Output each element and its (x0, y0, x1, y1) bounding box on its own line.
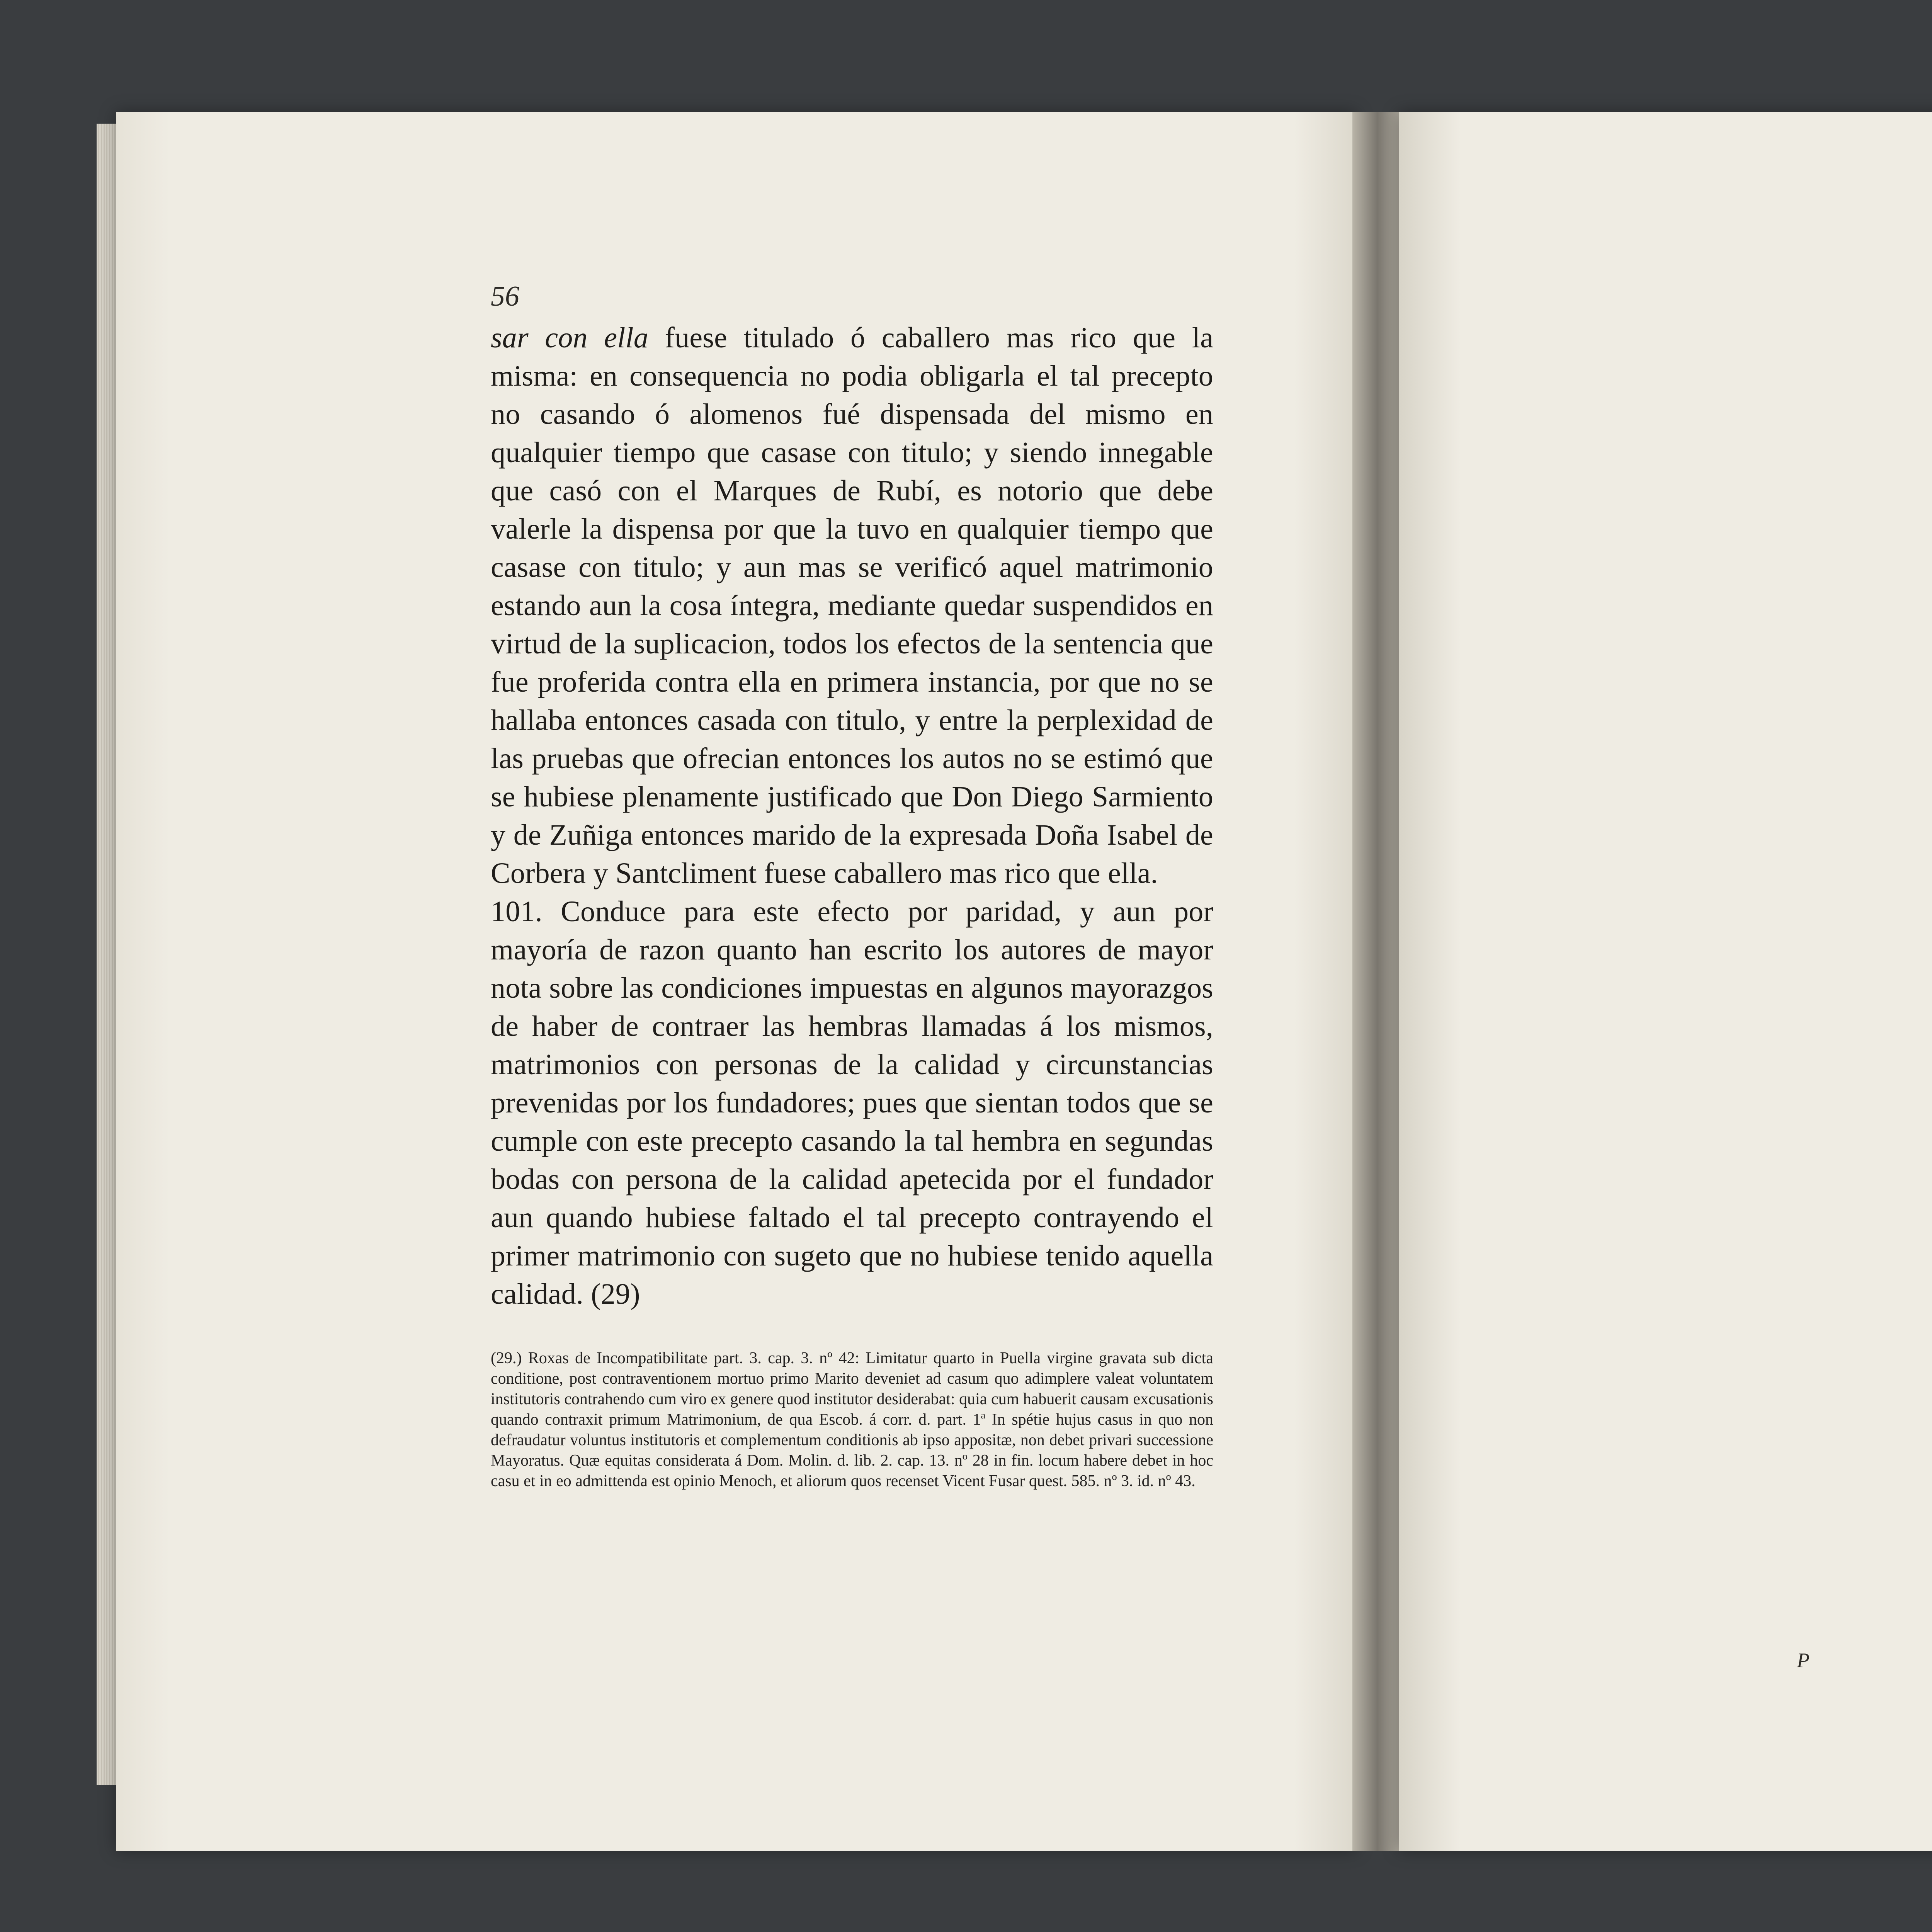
left-page-text (491, 282, 1213, 1492)
book-gutter (1352, 112, 1403, 1851)
signature-mark: P (1797, 1649, 1810, 1672)
left-page (116, 112, 1356, 1851)
footnote-29: (29.) Roxas de Incompatibilitate part. 3. cap. 3. nº 42: Limitatur quarto in Puella virgine gravata sub dicta conditione, post contraventionem mortuo primo Marito deveniet ad casum quo adimplere valeat voluntatem institutoris contrahendo cum viro ex genere quod institutor desiderabat: quia cum habuerit causam excusationis quando contraxit primum Matrimonium, de qua Escob. á corr. d. part. 1ª In spétie hujus casus in quo non defraudatur voluntus institutoris et complementum conditionis ab ipso appositæ, non debet privari successione Mayoratus. Quæ equitas considerata á Dom. Molin. d. lib. 2. cap. 13. nº 28 in fin. locum habere debet in hoc casu et in eo admittenda est opinio Menoch, et aliorum quos recenset Vicent Fusar quest. 585. nº 3. id. nº 43. (491, 1349, 1213, 1490)
page-number: 56 (491, 281, 519, 312)
italic-continuation: sar con ella (491, 321, 649, 354)
paragraph-text: fuese titulado ó caballero mas rico que la misma: en consequencia no podia obligarla el tal precepto no casando ó alomenos fué dispensada del mismo en qualquier tiempo que casase con titulo; y siendo innegable que casó con el Marques de Rubí, es notorio que debe valerle la dispensa por que la tuvo en qualquier tiempo que casase con titulo; y aun mas se verificó aquel matrimonio estando aun la cosa íntegra, mediante quedar suspendidos en virtud de la suplicacion, todos los efectos de la sentencia que fue proferida contra ella en primera instancia, por que no se hallaba entonces casada con titulo, y entre la perplexidad de las pruebas que ofrecian entonces los autos no se estimó que se hubiese plenamente justificado que Don Diego Sarmiento y de Zuñiga entonces marido de la expresada Doña Isabel de Corbera y Santcliment fuese caballero mas rico que ella. (491, 321, 1214, 889)
open-book (116, 93, 1932, 1870)
paragraph-101: 101. Conduce para este efecto por paridad, y aun por mayoría de razon quanto han escrito los autores de mayor nota sobre las condiciones impuestas en algunos mayorazgos de haber de contraer las hembras llamadas á los mismos, matrimonios con personas de la calidad y circunstancias prevenidas por los fundadores; pues que sientan todos que se cumple con este precepto casando la tal hembra en segundas bodas con persona de la calidad apetecida por el fundador aun quando hubiese faltado el tal precepto contrayendo el primer matrimonio con sugeto que no hubiese tenido aquella calidad. (29) (491, 895, 1213, 1310)
paragraph (491, 319, 1213, 893)
footnote-spacer (491, 1313, 1213, 1337)
right-page (1399, 112, 1932, 1851)
